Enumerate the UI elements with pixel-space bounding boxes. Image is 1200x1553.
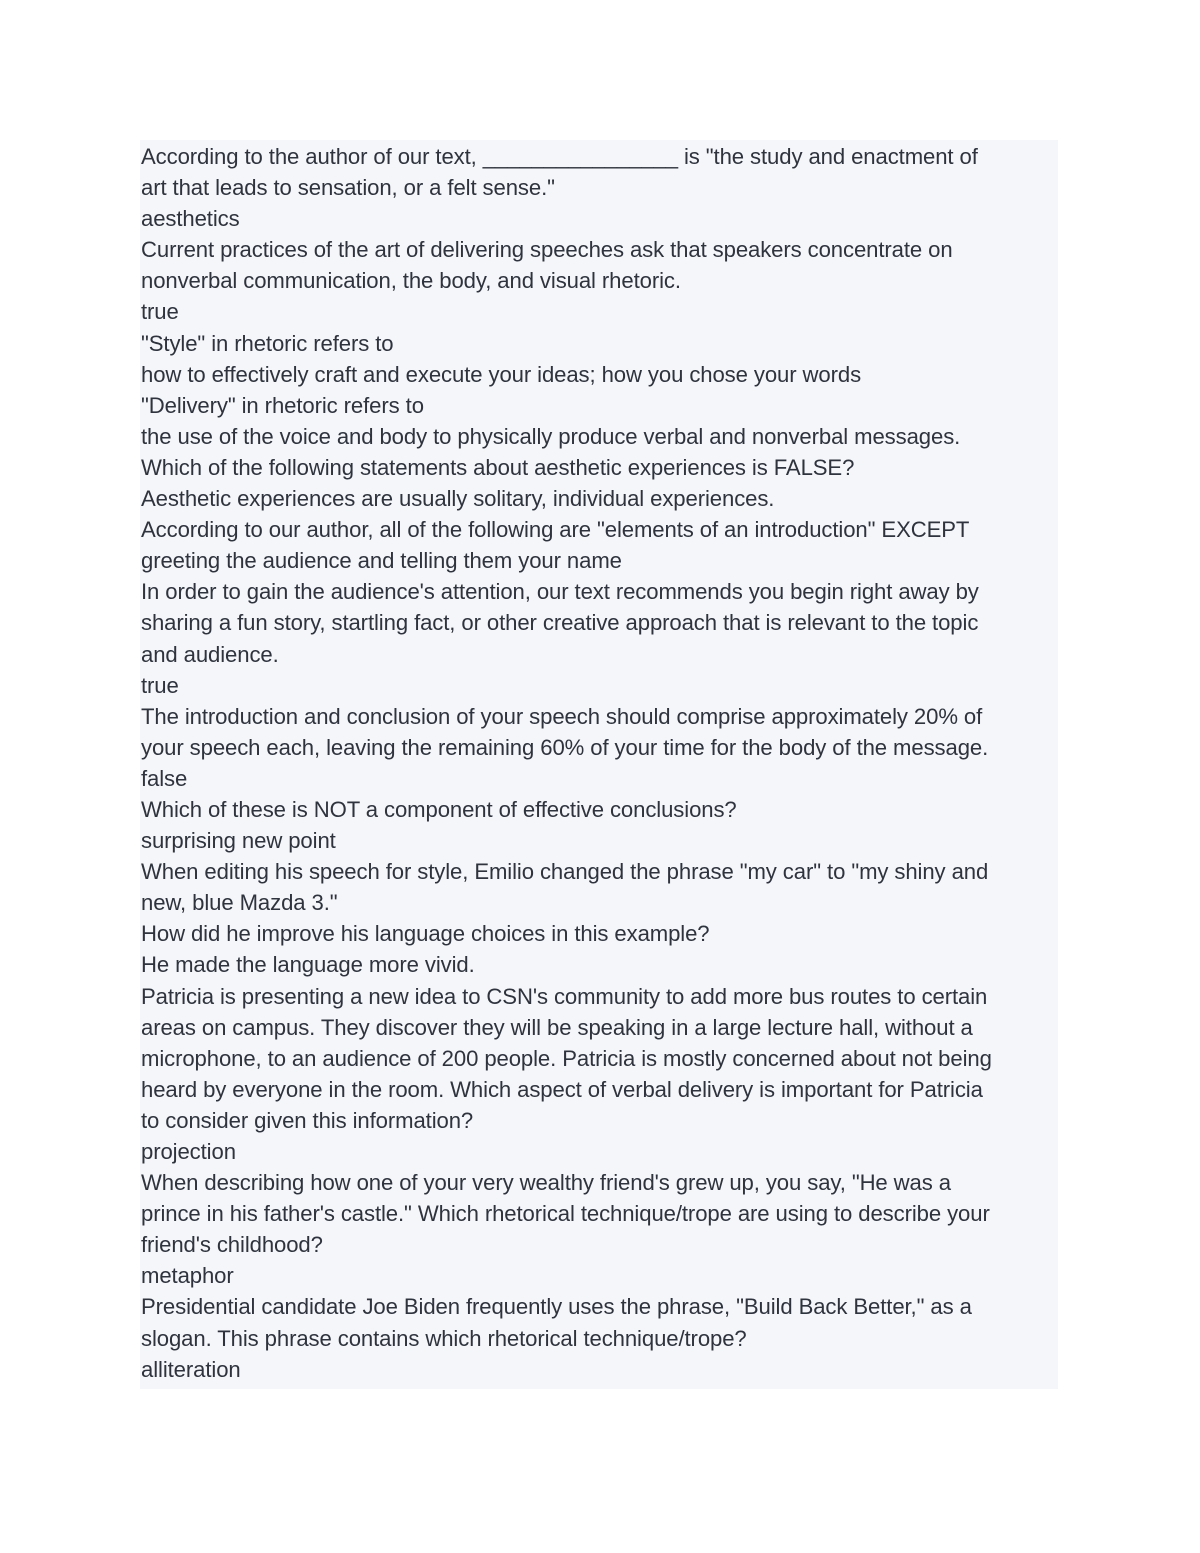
text-line: projection (141, 1139, 236, 1164)
text-line: and audience. (141, 641, 279, 667)
text-line: When editing his speech for style, Emilio changed the phrase "my car" to "my shiny and (141, 859, 989, 885)
text-line: surprising new point (141, 828, 336, 854)
text-line: aesthetics (141, 206, 240, 232)
text-line: prince in his father's castle." Which rhetorical technique/trope are using to describe your (141, 1201, 990, 1227)
text-line: Patricia is presenting a new idea to CSN's community to add more bus routes to certain (141, 983, 988, 1009)
text-line: microphone, to an audience of 200 people. Patricia is mostly concerned about not being (141, 1045, 992, 1071)
text-line: true (141, 299, 179, 325)
text-line: to consider given this information? (141, 1107, 474, 1133)
text-line: How did he improve his language choices in this example? (141, 921, 710, 947)
text-line: Which of the following statements about aesthetic experiences is FALSE? (141, 454, 855, 480)
text-line: new, blue Mazda 3." (141, 890, 338, 916)
text-line: Aesthetic experiences are usually solitary, individual experiences. (141, 486, 775, 512)
text-line: When describing how one of your very wealthy friend's grew up, you say, "He was a (141, 1170, 951, 1196)
text-line: Which of these is NOT a component of effective conclusions? (141, 796, 737, 822)
text-line: false (141, 765, 188, 791)
text-line: Current practices of the art of delivering speeches ask that speakers concentrate on (141, 237, 953, 263)
text-line: heard by everyone in the room. Which aspect of verbal delivery is important for Patricia (141, 1076, 983, 1102)
text-line: "Style" in rhetoric refers to (141, 330, 394, 356)
text-line: "Delivery" in rhetoric refers to (141, 392, 424, 418)
text-line: In order to gain the audience's attention, our text recommends you begin right away by (141, 579, 979, 605)
study-notes-block (140, 140, 1058, 1389)
text-line: slogan. This phrase contains which rhetorical technique/trope? (141, 1325, 747, 1351)
text-line: nonverbal communication, the body, and visual rhetoric. (141, 268, 681, 294)
text-line: the use of the voice and body to physically produce verbal and nonverbal messages. (141, 423, 961, 449)
text-line: He made the language more vivid. (141, 952, 475, 978)
text-line: According to the author of our text, ________________ is "the study and enactment of (141, 144, 978, 169)
text-line: greeting the audience and telling them your name (141, 548, 622, 574)
text-line: Presidential candidate Joe Biden frequently uses the phrase, "Build Back Better," as a (141, 1294, 972, 1320)
text-line: areas on campus. They discover they will be speaking in a large lecture hall, without a (141, 1014, 973, 1040)
text-line: The introduction and conclusion of your speech should comprise approximately 20% of (141, 703, 983, 729)
text-line: true (141, 672, 179, 698)
text-line: how to effectively craft and execute your ideas; how you chose your words (141, 361, 862, 387)
text-line: art that leads to sensation, or a felt sense." (141, 175, 555, 201)
text-line: alliteration (141, 1356, 241, 1382)
text-line: metaphor (141, 1263, 234, 1289)
text-line: friend's childhood? (141, 1232, 323, 1258)
text-line: According to our author, all of the following are "elements of an introduction" EXCEPT (141, 517, 970, 543)
text-line: your speech each, leaving the remaining 60% of your time for the body of the message. (141, 734, 989, 760)
text-line: sharing a fun story, startling fact, or other creative approach that is relevant to the topic (141, 610, 979, 636)
